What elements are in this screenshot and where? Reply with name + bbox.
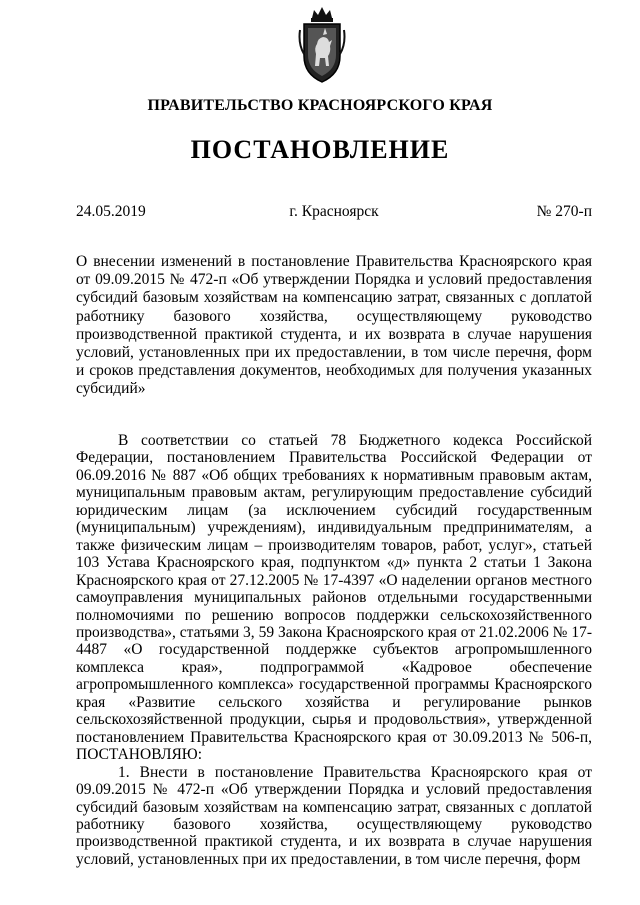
document-date: 24.05.2019 bbox=[76, 203, 146, 220]
document-number: № 270-п bbox=[536, 203, 592, 220]
body-paragraph-1: В соответствии со статьей 78 Бюджетного кодекса Российской Федерации, постановлением Правительства Российской Федерации от 06.09.2016 № 887 «Об общих требованиях к нормативным правовым актам, муниципальным правовым актам, регулирующим предоставление субсидий юридическим лицам (за исключением субсидий государственным (муниципальным) учреждениям), индивидуальным предпринимателям, а также физическим лицам – производителям товаров, работ, услуг», статьей 103 Устава Красноярского края, подпунктом «д» пункта 2 статьи 1 Закона Красноярского края от 27.12.2005 № 17-4397 «О наделении органов местного самоуправления муниципальных районов отдельными государственными полномочиями по решению вопросов поддержки сельскохозяйственного производства», статьями 3, 59 Закона Красноярского края от 21.02.2006 № 17-4487 «О государственной поддержке субъектов агропромышленного комплекса края», подпрограммой «Кадровое обеспечение агропромышленного комплекса» государственной программы Красноярского края «Развитие сельского хозяйства и регулирование рынков сельскохозяйственной продукции, сырья и продовольствия», утвержденной постановлением Правительства Красноярского края от 30.09.2013 № 506-п, ПОСТАНОВЛЯЮ: bbox=[76, 432, 592, 764]
document-meta bbox=[76, 203, 592, 225]
government-title: ПРАВИТЕЛЬСТВО КРАСНОЯРСКОГО КРАЯ bbox=[147, 97, 493, 114]
document-body bbox=[76, 432, 592, 868]
document-subject: О внесении изменений в постановление Правительства Красноярского края от 09.09.2015 № 472-п «Об утверждении Порядка и условий предоставления субсидий базовым хозяйствам на компенсацию затрат, связанных с доплатой работнику базового хозяйства, осуществляющему руководство производственной практикой студента, и их возврата в случае нарушения условий, установленных при их предоставлении, в том числе перечня, форм и сроков представления документов, необходимых для получения указанных субсидий» bbox=[76, 253, 592, 398]
document-type-title: ПОСТАНОВЛЕНИЕ bbox=[190, 135, 450, 164]
coat-of-arms-icon bbox=[298, 4, 346, 86]
body-paragraph-2: 1. Внести в постановление Правительства Красноярского края от 09.09.2015 № 472-п «Об утверждении Порядка и условий предоставления субсидий базовым хозяйствам на компенсацию затрат, связанных с доплатой работнику базового хозяйства, осуществляющему руководство производственной практикой студента, и их возврата в случае нарушения условий, установленных при их предоставлении, в том числе перечня, форм bbox=[76, 763, 592, 868]
document-city: г. Красноярск bbox=[289, 203, 379, 220]
